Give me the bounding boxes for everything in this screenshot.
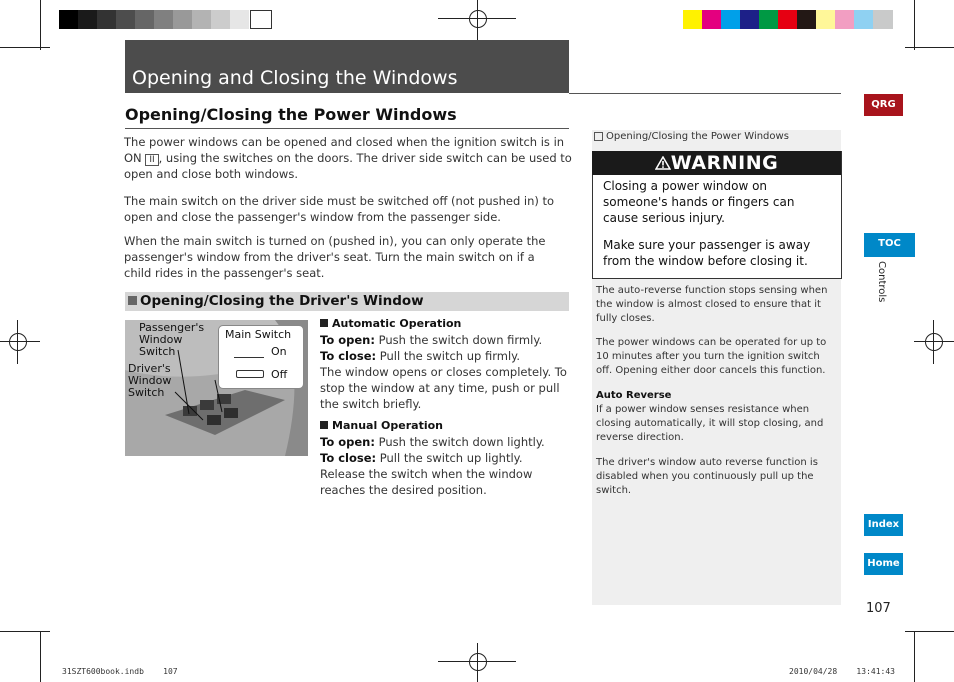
close-text: Pull the switch up lightly.: [379, 451, 523, 465]
automatic-operation-block: [320, 316, 570, 412]
auto-reverse-text: If a power window senses resistance when closing automatically, it will stop closing, and reverse direction.: [596, 404, 824, 443]
automatic-title-text: Automatic Operation: [332, 317, 462, 330]
main-switch-label: Main Switch: [225, 328, 292, 341]
manual-operation-block: [320, 418, 570, 498]
intro-text-b: , using the switches on the doors. The driver side switch can be used to open and close both windows.: [124, 151, 572, 181]
subheading-text: Opening/Closing the Driver's Window: [140, 293, 424, 309]
nav-tab-qrg[interactable]: QRG: [864, 94, 903, 116]
manual-close-line: [320, 450, 570, 466]
open-label: To open:: [320, 435, 375, 449]
section-heading: Opening/Closing the Power Windows: [125, 105, 457, 124]
intro-paragraph-3: When the main switch is turned on (pushed in), you can only operate the passenger's window from the driver's seat. Turn the main switch on if a child rides in the passenger's seat.: [124, 234, 546, 280]
close-label: To close:: [320, 349, 377, 363]
warning-paragraph-1: Closing a power window on someone's hands or fingers can cause serious injury.: [603, 179, 795, 225]
section-rule: [125, 128, 569, 129]
automatic-open-line: [320, 332, 570, 348]
side-note-2: The power windows can be operated for up to 10 minutes after you turn the ignition switch off. Opening either door cancels this function.: [596, 337, 827, 376]
warning-title: WARNING: [670, 152, 779, 174]
main-switch-callout: [218, 325, 304, 389]
nav-tab-home[interactable]: Home: [864, 553, 903, 575]
auto-reverse-title: Auto Reverse: [596, 390, 672, 401]
automatic-note: The window opens or closes completely. To stop the window at any time, push or pull the switch briefly.: [320, 365, 567, 411]
intro-text-a: The power windows can be opened and closed when the ignition switch is in ON: [124, 135, 565, 165]
side-note-1: The auto-reverse function stops sensing when the window is almost closed to ensure that it fully closes.: [596, 285, 828, 324]
side-heading: [594, 131, 789, 142]
square-bullet-icon: [320, 421, 328, 429]
switch-off-label: Off: [271, 368, 288, 381]
intro-paragraph-1: [124, 134, 572, 182]
open-label: To open:: [320, 333, 375, 347]
title-rule: [569, 93, 841, 94]
switch-on-position-icon: [234, 352, 264, 358]
square-bullet-icon: [320, 319, 328, 327]
driver-switch-label: Driver's Window Switch: [128, 362, 172, 399]
subheading-driver-window: [128, 293, 424, 309]
close-text: Pull the switch up firmly.: [379, 349, 520, 363]
close-label: To close:: [320, 451, 377, 465]
print-timestamp: 2010/04/28 13:41:43: [789, 667, 895, 676]
ignition-position-symbol: II: [145, 154, 158, 166]
manual-note: Release the switch when the window reaches the desired position.: [320, 467, 533, 497]
automatic-close-line: [320, 348, 570, 364]
open-text: Push the switch down lightly.: [378, 435, 545, 449]
reference-icon: [594, 132, 603, 141]
intro-paragraph-2: The main switch on the driver side must be switched off (not pushed in) to open and close the passenger's window from the passenger side.: [124, 194, 555, 224]
switch-on-label: On: [271, 345, 287, 358]
warning-triangle-icon: [655, 156, 671, 170]
side-heading-text: Opening/Closing the Power Windows: [606, 131, 789, 142]
manual-operation-title: [320, 418, 570, 434]
manual-open-line: [320, 434, 570, 450]
side-note-3: The driver's window auto reverse function is disabled when you continuously pull up the switch.: [596, 457, 818, 496]
page-title: Opening and Closing the Windows: [132, 67, 458, 89]
open-text: Push the switch down firmly.: [378, 333, 543, 347]
nav-tab-index[interactable]: Index: [864, 514, 903, 536]
nav-tab-toc[interactable]: TOC: [864, 233, 915, 257]
warning-header: [592, 151, 841, 175]
chapter-label-controls: Controls: [876, 261, 887, 303]
print-file-info: 31SZT600book.indb 107: [62, 667, 178, 676]
page-number: 107: [866, 601, 891, 616]
warning-paragraph-2: Make sure your passenger is away from the window before closing it.: [603, 238, 811, 268]
automatic-operation-title: [320, 316, 570, 332]
passenger-switch-label: Passenger's Window Switch: [139, 321, 205, 358]
square-bullet-icon: [128, 296, 137, 305]
switch-off-position-icon: [236, 370, 264, 378]
manual-title-text: Manual Operation: [332, 419, 444, 432]
